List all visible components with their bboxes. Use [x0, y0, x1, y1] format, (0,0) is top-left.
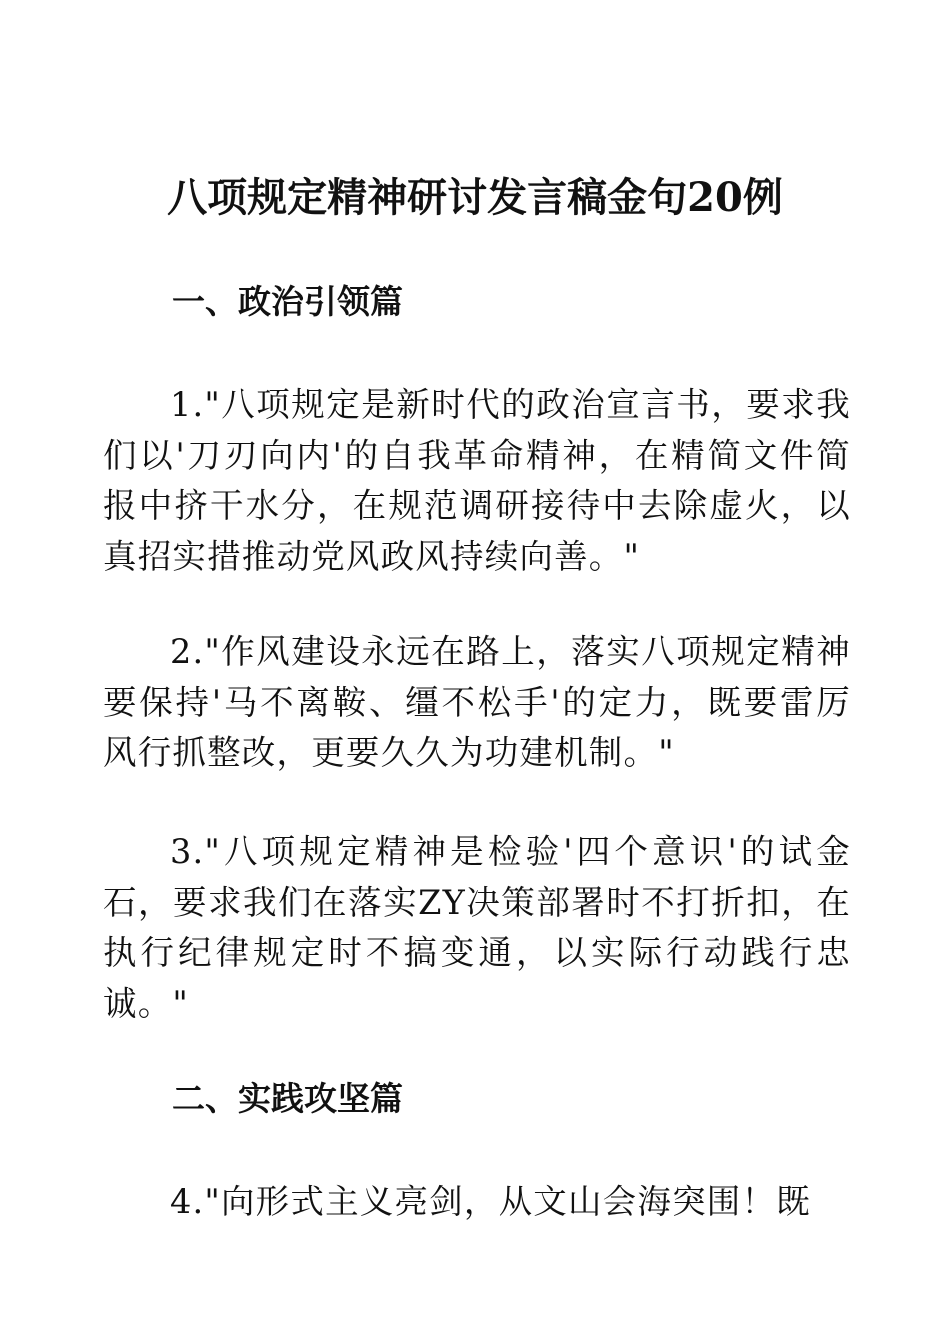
- section-heading-political: 一、政治引领篇: [172, 282, 403, 321]
- section-heading-practice: 二、实践攻坚篇: [172, 1079, 403, 1118]
- paragraph-item-4: 4."向形式主义亮剑，从文山会海突围！既: [170, 1182, 811, 1221]
- paragraph-item-2: 2."作风建设永远在路上，落实八项规定精神要保持'马不离鞍、缰不松手'的定力，既要雷厉风行抓整改，更要久久为功建机制。": [103, 632, 851, 772]
- paragraph-item-3: 3."八项规定精神是检验'四个意识'的试金石，要求我们在落实ZY决策部署时不打折扣，在执行纪律规定时不搞变通，以实际行动践行忠诚。": [103, 832, 851, 1023]
- paragraph-item-1: 1."八项规定是新时代的政治宣言书，要求我们以'刀刃向内'的自我革命精神，在精简文件简报中挤干水分，在规范调研接待中去除虚火，以真招实措推动党风政风持续向善。": [103, 385, 851, 576]
- document-title: 八项规定精神研讨发言稿金句20例: [167, 174, 783, 221]
